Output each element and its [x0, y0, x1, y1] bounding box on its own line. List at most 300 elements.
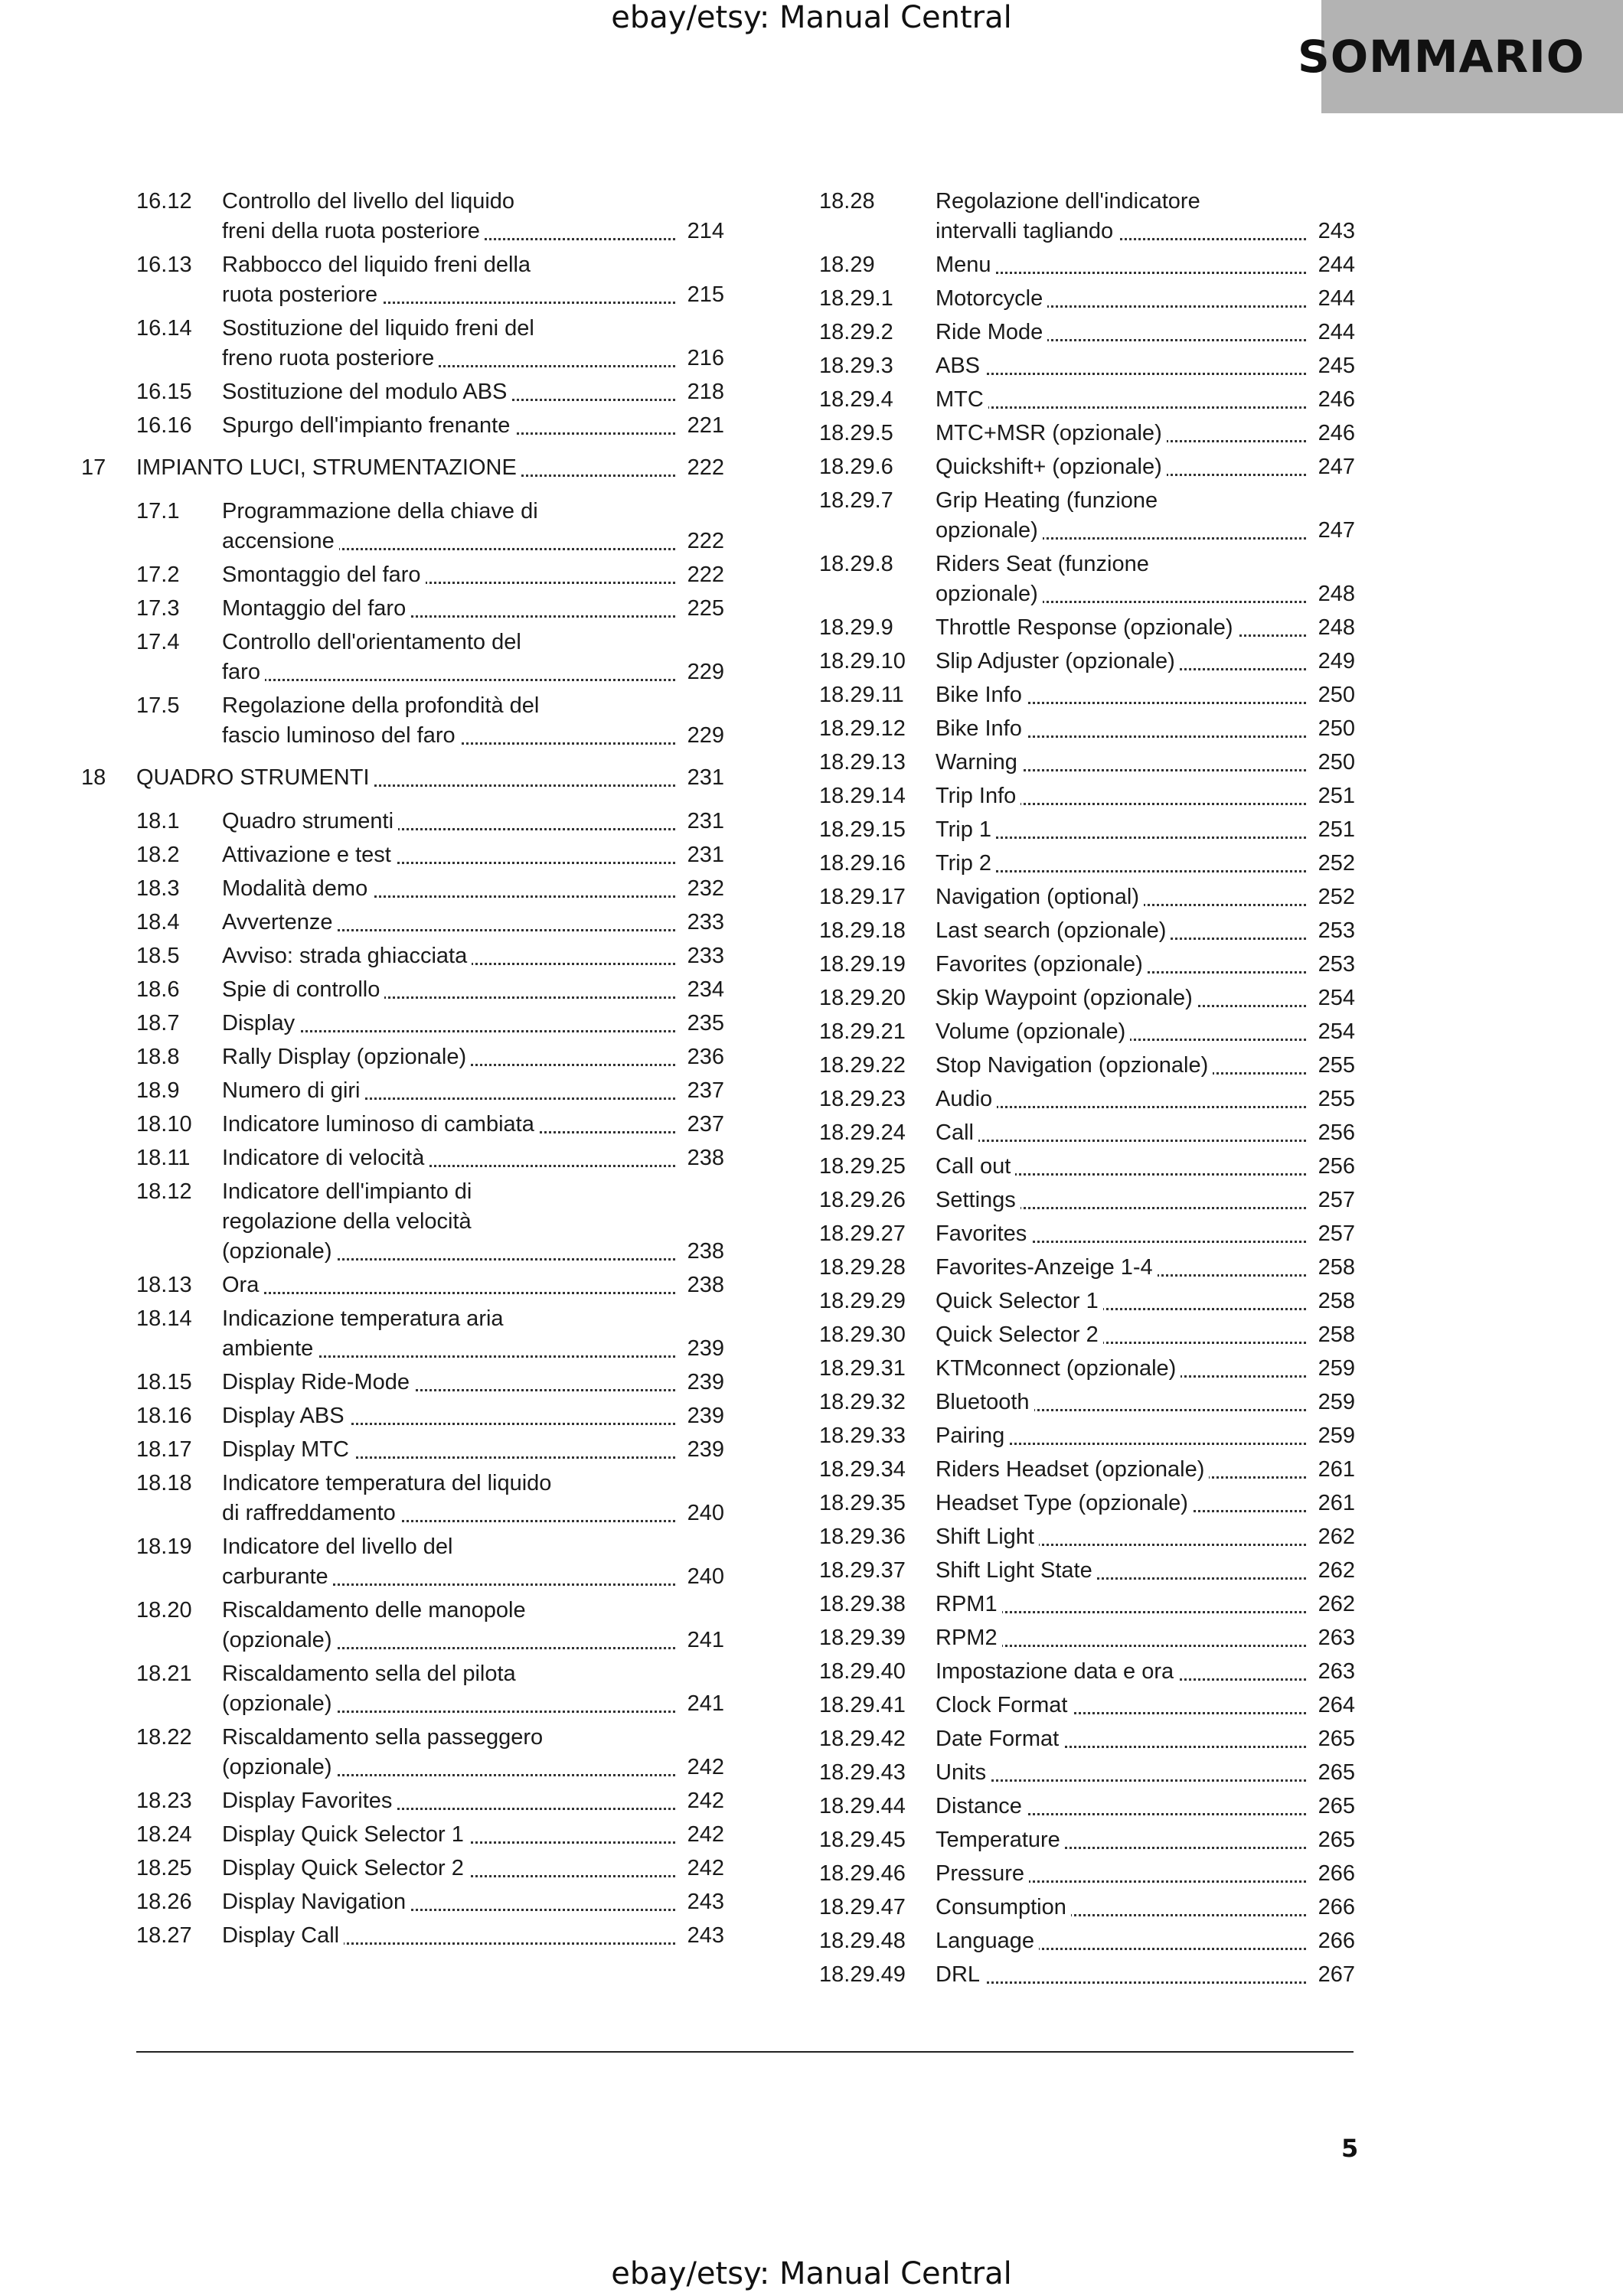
toc-entry[interactable]: [136, 1659, 724, 1719]
toc-entry[interactable]: [819, 1219, 1355, 1249]
toc-entry-title: Regolazione della profondità del: [222, 693, 544, 718]
toc-entry[interactable]: [819, 1825, 1355, 1855]
toc-entry-page: 216: [677, 344, 724, 373]
toc-leader-dots: [936, 1981, 1347, 1984]
toc-entry-page: 233: [677, 908, 724, 938]
toc-leader-dots: [936, 1106, 1347, 1108]
toc-entry-title: Units: [936, 1760, 991, 1785]
toc-entry-page: 243: [677, 1921, 724, 1951]
toc-entry-title: Riscaldamento sella passeggero: [222, 1725, 547, 1750]
toc-entry-number: 18.29.49: [819, 1962, 906, 1987]
toc-entry[interactable]: [819, 550, 1355, 609]
toc-entry-title: intervalli tagliando: [936, 219, 1118, 243]
toc-entry[interactable]: [819, 1320, 1355, 1350]
toc-entry-title: Date Format: [936, 1727, 1063, 1751]
toc-right-column: [819, 187, 1355, 1994]
toc-entry[interactable]: [136, 1921, 724, 1951]
toc-entry-title: Programmazione della chiave di: [222, 499, 543, 523]
toc-entry-page: 237: [677, 1076, 724, 1106]
toc-entry[interactable]: [819, 950, 1355, 980]
toc-entry-page: 231: [677, 840, 724, 870]
toc-entry[interactable]: [136, 1596, 724, 1655]
toc-entry[interactable]: [136, 840, 724, 870]
toc-entry[interactable]: [819, 1623, 1355, 1653]
toc-entry[interactable]: [819, 1051, 1355, 1081]
section-tab: [1298, 0, 1623, 113]
toc-entry-title: DRL: [936, 1962, 985, 1987]
watermark-top: ebay/etsy: Manual Central: [611, 0, 1012, 35]
toc-entry-page: 266: [1308, 1859, 1355, 1889]
toc-entry-title: Skip Waypoint (opzionale): [936, 986, 1197, 1010]
toc-entry-title: Menu: [936, 253, 996, 277]
toc-entry-page: 244: [1308, 318, 1355, 347]
toc-entry-title: Trip 2: [936, 851, 996, 876]
toc-entry[interactable]: [819, 385, 1355, 415]
toc-entry-page: 254: [1308, 1017, 1355, 1047]
toc-entry-title: Riscaldamento delle manopole: [222, 1598, 531, 1623]
toc-entry-page: 252: [1308, 882, 1355, 912]
toc-entry[interactable]: [136, 1469, 724, 1528]
toc-leader-dots: [936, 406, 1347, 409]
toc-entry-title: Riders Seat (funzione: [936, 552, 1154, 576]
toc-entry-page: 248: [1308, 579, 1355, 609]
toc-entry-page: 242: [677, 1820, 724, 1850]
toc-entry-title: Indicatore dell'impianto di: [222, 1179, 476, 1204]
toc-entry[interactable]: [136, 1143, 724, 1173]
toc-entry[interactable]: [136, 187, 724, 246]
toc-entry[interactable]: [819, 849, 1355, 879]
toc-entry-page: 267: [1308, 1960, 1355, 1990]
toc-entry-title: Indicatore temperatura del liquido: [222, 1471, 556, 1495]
toc-entry-number: 18.29.10: [819, 649, 906, 673]
toc-entry-number: 18.29.31: [819, 1356, 906, 1381]
toc-entry-title: Settings: [936, 1188, 1020, 1212]
toc-entry-page: 259: [1308, 1388, 1355, 1417]
toc-entry[interactable]: [819, 1792, 1355, 1821]
toc-entry[interactable]: [819, 1017, 1355, 1047]
toc-entry-page: 263: [1308, 1657, 1355, 1687]
toc-entry[interactable]: [819, 1691, 1355, 1720]
toc-entry-page: 242: [677, 1786, 724, 1816]
toc-entry-title: freni della ruota posteriore: [222, 219, 485, 243]
toc-entry-number: 18.29.4: [819, 387, 893, 412]
toc-entry-title: Sostituzione del modulo ABS: [222, 380, 511, 404]
toc-entry-number: 18.29.30: [819, 1322, 906, 1347]
toc-entry-page: 222: [677, 527, 724, 556]
toc-entry-title: Montaggio del faro: [222, 596, 410, 621]
toc-entry-title: RPM1: [936, 1592, 1002, 1616]
toc-entry-title: Trip Info: [936, 784, 1020, 808]
toc-entry[interactable]: [136, 1723, 724, 1782]
toc-entry-page: 258: [1308, 1320, 1355, 1350]
toc-entry-number: 18.22: [136, 1725, 192, 1750]
toc-entry-number: 18.12: [136, 1179, 192, 1204]
toc-entry-title: Grip Heating (funzione: [936, 488, 1162, 513]
toc-entry[interactable]: [819, 419, 1355, 448]
toc-entry-number: 18.29.41: [819, 1693, 906, 1717]
toc-entry-title: Bike Info: [936, 683, 1027, 707]
toc-entry[interactable]: [136, 1304, 724, 1364]
toc-entry[interactable]: [136, 908, 724, 938]
toc-entry[interactable]: [819, 187, 1355, 246]
toc-entry-title: Slip Adjuster (opzionale): [936, 649, 1180, 673]
toc-entry[interactable]: [136, 1532, 724, 1592]
toc-entry[interactable]: [136, 1401, 724, 1431]
toc-entry-number: 18.23: [136, 1789, 192, 1813]
toc-entry-page: 244: [1308, 250, 1355, 280]
toc-entry-number: 18.13: [136, 1273, 192, 1297]
toc-entry-page: 243: [677, 1887, 724, 1917]
toc-entry-page: 251: [1308, 781, 1355, 811]
toc-entry-title: Smontaggio del faro: [222, 563, 426, 587]
toc-entry-number: 18.29.9: [819, 615, 893, 640]
toc-leader-dots: [936, 1779, 1347, 1782]
toc-entry[interactable]: [136, 1177, 724, 1267]
toc-entry-title: Indicatore di velocità: [222, 1146, 429, 1170]
toc-entry[interactable]: [136, 628, 724, 687]
toc-entry-number: 18.29.35: [819, 1491, 906, 1515]
toc-entry-number: 18.9: [136, 1078, 180, 1103]
toc-entry[interactable]: [136, 941, 724, 971]
toc-entry-page: 241: [677, 1626, 724, 1655]
toc-entry-number: 18.29.34: [819, 1457, 906, 1482]
toc-left-column: [81, 187, 724, 1955]
toc-entry-page: 263: [1308, 1623, 1355, 1653]
toc-entry-title: Clock Format: [936, 1693, 1072, 1717]
toc-entry-page: 262: [1308, 1590, 1355, 1619]
toc-entry-number: 18.28: [819, 189, 875, 214]
toc-entry[interactable]: [819, 1489, 1355, 1518]
toc-entry[interactable]: [819, 1859, 1355, 1889]
toc-entry[interactable]: [819, 815, 1355, 845]
toc-entry[interactable]: [819, 1421, 1355, 1451]
toc-entry-title: Quick Selector 2: [936, 1322, 1103, 1347]
toc-entry-number: 18.11: [136, 1146, 191, 1170]
toc-entry-title: Display Ride-Mode: [222, 1370, 414, 1394]
toc-entry-title: Display: [222, 1011, 299, 1035]
toc-entry-title: Pairing: [936, 1424, 1009, 1448]
toc-entry-title: Pressure: [936, 1861, 1029, 1886]
toc-entry-number: 18: [81, 765, 106, 790]
toc-entry-title: ruota posteriore: [222, 282, 382, 307]
toc-entry[interactable]: [136, 377, 724, 407]
toc-entry-number: 18.15: [136, 1370, 192, 1394]
toc-entry-page: 237: [677, 1110, 724, 1140]
toc-leader-dots: [222, 679, 717, 681]
toc-entry-number: 18.29.32: [819, 1390, 906, 1414]
toc-entry-page: 258: [1308, 1287, 1355, 1316]
toc-entry-title: Ride Mode: [936, 320, 1047, 344]
toc-entry-title: Regolazione dell'indicatore: [936, 189, 1205, 214]
toc-entry-title: Display MTC: [222, 1437, 354, 1462]
toc-entry-number: 18.18: [136, 1471, 192, 1495]
toc-entry-page: 238: [677, 1143, 724, 1173]
toc-entry[interactable]: [136, 1042, 724, 1072]
toc-entry[interactable]: [819, 1893, 1355, 1923]
toc-entry-page: 259: [1308, 1421, 1355, 1451]
toc-entry-number: 18.6: [136, 977, 180, 1002]
toc-entry-title: Indicatore del livello del: [222, 1534, 457, 1559]
toc-entry[interactable]: [819, 1118, 1355, 1148]
toc-entry-number: 18.29.29: [819, 1289, 906, 1313]
toc-entry-title: carburante: [222, 1564, 333, 1589]
toc-entry-number: 18.29.26: [819, 1188, 906, 1212]
toc-entry[interactable]: [819, 748, 1355, 778]
toc-entry-page: 253: [1308, 916, 1355, 946]
toc-entry-title: opzionale): [936, 518, 1043, 543]
toc-entry-title: Quick Selector 1: [936, 1289, 1103, 1313]
toc-entry[interactable]: [136, 1887, 724, 1917]
toc-entry-title: Ora: [222, 1273, 263, 1297]
toc-entry[interactable]: [819, 1388, 1355, 1417]
toc-entry[interactable]: [136, 1786, 724, 1816]
toc-entry-title: Last search (opzionale): [936, 918, 1171, 943]
toc-entry[interactable]: [136, 1009, 724, 1039]
toc-entry-page: 239: [677, 1401, 724, 1431]
toc-entry[interactable]: [136, 1368, 724, 1397]
toc-entry[interactable]: [819, 351, 1355, 381]
toc-entry-title: RPM2: [936, 1626, 1002, 1650]
toc-entry-title: Temperature: [936, 1828, 1065, 1852]
toc-entry-page: 231: [677, 807, 724, 837]
toc-entry-page: 214: [677, 217, 724, 246]
toc-entry[interactable]: [136, 691, 724, 751]
toc-entry-title: KTMconnect (opzionale): [936, 1356, 1181, 1381]
toc-entry[interactable]: [819, 1758, 1355, 1788]
toc-entry-number: 18.29.5: [819, 421, 893, 445]
toc-entry-title: Shift Light: [936, 1525, 1039, 1549]
toc-entry[interactable]: [819, 1084, 1355, 1114]
toc-entry-page: 242: [677, 1854, 724, 1883]
toc-entry-number: 18.29.28: [819, 1255, 906, 1280]
toc-entry-number: 18.19: [136, 1534, 192, 1559]
toc-entry-page: 258: [1308, 1253, 1355, 1283]
toc-entry[interactable]: [819, 1152, 1355, 1182]
toc-entry[interactable]: [136, 250, 724, 310]
toc-entry-title: Display Favorites: [222, 1789, 397, 1813]
toc-entry[interactable]: [819, 680, 1355, 710]
toc-entry-page: 257: [1308, 1186, 1355, 1215]
toc-entry-number: 18.29.43: [819, 1760, 906, 1785]
toc-entry[interactable]: [819, 1354, 1355, 1384]
toc-entry-page: 264: [1308, 1691, 1355, 1720]
toc-entry[interactable]: [136, 411, 724, 441]
toc-entry-number: 18.29.17: [819, 885, 906, 909]
toc-entry[interactable]: [136, 594, 724, 624]
toc-entry-number: 18.21: [136, 1662, 192, 1686]
toc-entry-number: 18.29.39: [819, 1626, 906, 1650]
toc-entry-page: 244: [1308, 284, 1355, 314]
toc-entry-number: 18.24: [136, 1822, 192, 1847]
toc-entry[interactable]: [819, 1657, 1355, 1687]
toc-entry-number: 17.4: [136, 630, 180, 654]
section-tab-label: SOMMARIO: [1298, 31, 1585, 83]
toc-entry[interactable]: [136, 975, 724, 1005]
toc-entry-title: Avviso: strada ghiacciata: [222, 944, 472, 968]
toc-entry-page: 248: [1308, 613, 1355, 643]
toc-entry-number: 17.2: [136, 563, 180, 587]
toc-entry[interactable]: [819, 452, 1355, 482]
toc-entry-title: Volume (opzionale): [936, 1019, 1130, 1044]
toc-entry-number: 18.29.1: [819, 286, 893, 311]
toc-entry-title: Language: [936, 1929, 1039, 1953]
toc-entry-page: 266: [1308, 1926, 1355, 1956]
toc-entry[interactable]: [819, 983, 1355, 1013]
toc-entry[interactable]: [819, 318, 1355, 347]
toc-entry-title: (opzionale): [222, 1691, 336, 1716]
toc-entry[interactable]: [819, 1960, 1355, 1990]
toc-entry[interactable]: [819, 284, 1355, 314]
toc-entry-number: 18.2: [136, 843, 180, 867]
toc-entry[interactable]: [819, 714, 1355, 744]
toc-entry[interactable]: [819, 1253, 1355, 1283]
toc-entry-title: Display Call: [222, 1923, 344, 1948]
toc-chapter-entry[interactable]: [81, 453, 724, 483]
toc-entry-title: freno ruota posteriore: [222, 346, 439, 370]
toc-entry-number: 18.29.23: [819, 1087, 906, 1111]
toc-entry-number: 18.29.22: [819, 1053, 906, 1078]
toc-entry-title: Modalità demo: [222, 876, 372, 901]
toc-entry-number: 18.29.2: [819, 320, 893, 344]
toc-entry-number: 18.29.38: [819, 1592, 906, 1616]
toc-entry-page: 250: [1308, 714, 1355, 744]
toc-entry-title: ABS: [936, 354, 985, 378]
toc-entry[interactable]: [819, 882, 1355, 912]
toc-entry-number: 18.29.24: [819, 1120, 906, 1145]
toc-entry-title: Indicazione temperatura aria: [222, 1306, 508, 1331]
toc-entry-page: 247: [1308, 516, 1355, 546]
toc-entry-number: 18.29.44: [819, 1794, 906, 1818]
toc-chapter-entry[interactable]: [81, 763, 724, 793]
toc-entry-page: 238: [677, 1237, 724, 1267]
toc-entry-title: Trip 1: [936, 817, 996, 842]
toc-entry[interactable]: [136, 1854, 724, 1883]
toc-entry[interactable]: [136, 1076, 724, 1106]
toc-entry-page: 245: [1308, 351, 1355, 381]
toc-entry-title: Call: [936, 1120, 978, 1145]
toc-entry-title: QUADRO STRUMENTI: [136, 765, 374, 790]
toc-entry[interactable]: [819, 250, 1355, 280]
toc-entry-number: 18.29.13: [819, 750, 906, 775]
toc-entry-number: 18.8: [136, 1045, 180, 1069]
toc-entry-title: Spie di controllo: [222, 977, 384, 1002]
toc-entry-page: 250: [1308, 680, 1355, 710]
toc-entry[interactable]: [819, 647, 1355, 677]
toc-entry[interactable]: [819, 1186, 1355, 1215]
toc-entry-number: 18.5: [136, 944, 180, 968]
toc-entry[interactable]: [136, 314, 724, 373]
toc-entry-number: 16.13: [136, 253, 192, 277]
toc-entry-number: 18.29.25: [819, 1154, 906, 1179]
toc-entry-number: 18.27: [136, 1923, 192, 1948]
toc-entry-title: Favorites-Anzeige 1-4: [936, 1255, 1158, 1280]
toc-leader-dots: [222, 1292, 717, 1294]
toc-entry-number: 18.29.45: [819, 1828, 906, 1852]
toc-entry[interactable]: [136, 1820, 724, 1850]
toc-entry-number: 18.17: [136, 1437, 192, 1462]
toc-entry[interactable]: [136, 1435, 724, 1465]
toc-entry-page: 256: [1308, 1118, 1355, 1148]
toc-entry[interactable]: [136, 807, 724, 837]
toc-entry-number: 17.1: [136, 499, 180, 523]
toc-entry-number: 18.29.40: [819, 1659, 906, 1684]
toc-entry-number: 18.14: [136, 1306, 192, 1331]
toc-entry[interactable]: [136, 560, 724, 590]
toc-entry-number: 18.29.14: [819, 784, 906, 808]
toc-entry-title: Attivazione e test: [222, 843, 396, 867]
toc-entry-page: 254: [1308, 983, 1355, 1013]
toc-entry-number: 18.4: [136, 910, 180, 934]
toc-entry-number: 18.29.42: [819, 1727, 906, 1751]
toc-entry-title: Quadro strumenti: [222, 809, 398, 833]
toc-entry-page: 240: [677, 1562, 724, 1592]
toc-entry-number: 18.29.21: [819, 1019, 906, 1044]
toc-entry-number: 18.29.6: [819, 455, 893, 479]
toc-entry-title: Bluetooth: [936, 1390, 1034, 1414]
toc-entry-page: 222: [677, 453, 724, 483]
toc-entry-title: Bike Info: [936, 716, 1027, 741]
toc-entry[interactable]: [136, 1270, 724, 1300]
toc-entry[interactable]: [819, 1724, 1355, 1754]
toc-entry-page: 259: [1308, 1354, 1355, 1384]
toc-entry[interactable]: [819, 1287, 1355, 1316]
toc-entry-page: 257: [1308, 1219, 1355, 1249]
toc-entry[interactable]: [819, 781, 1355, 811]
toc-leader-dots: [936, 272, 1347, 274]
toc-entry-page: 240: [677, 1499, 724, 1528]
toc-entry-number: 18.20: [136, 1598, 192, 1623]
toc-entry-title: Riders Headset (opzionale): [936, 1457, 1209, 1482]
toc-entry[interactable]: [136, 874, 724, 904]
toc-entry-title: IMPIANTO LUCI, STRUMENTAZIONE: [136, 455, 521, 480]
toc-entry-title: Rabbocco del liquido freni della: [222, 253, 535, 277]
toc-entry-page: 225: [677, 594, 724, 624]
toc-entry[interactable]: [819, 1556, 1355, 1586]
toc-entry-page: 265: [1308, 1724, 1355, 1754]
toc-entry-title: Stop Navigation (opzionale): [936, 1053, 1213, 1078]
toc-entry-number: 18.7: [136, 1011, 180, 1035]
toc-entry[interactable]: [819, 1926, 1355, 1956]
toc-entry-title: Controllo del livello del liquido: [222, 189, 519, 214]
toc-entry[interactable]: [819, 916, 1355, 946]
toc-entry[interactable]: [136, 1110, 724, 1140]
toc-entry-number: 18.1: [136, 809, 180, 833]
toc-entry[interactable]: [819, 1590, 1355, 1619]
toc-entry-title: Headset Type (opzionale): [936, 1491, 1193, 1515]
toc-entry-number: 17.5: [136, 693, 180, 718]
toc-entry-number: 16.15: [136, 380, 192, 404]
toc-entry-title: Indicatore luminoso di cambiata: [222, 1112, 539, 1137]
toc-entry[interactable]: [819, 613, 1355, 643]
toc-entry[interactable]: [136, 497, 724, 556]
toc-entry-page: 231: [677, 763, 724, 793]
toc-entry-number: 18.29: [819, 253, 875, 277]
toc-entry[interactable]: [819, 1455, 1355, 1485]
toc-entry[interactable]: [819, 1522, 1355, 1552]
toc-leader-dots: [936, 373, 1347, 375]
toc-entry-title: (opzionale): [222, 1239, 336, 1264]
toc-entry-page: 261: [1308, 1489, 1355, 1518]
page-number: 5: [1341, 2134, 1359, 2163]
toc-entry-number: 18.29.11: [819, 683, 904, 707]
toc-entry-page: 246: [1308, 419, 1355, 448]
toc-entry-title: Navigation (optional): [936, 885, 1144, 909]
toc-entry-title: MTC+MSR (opzionale): [936, 421, 1167, 445]
toc-entry-page: 218: [677, 377, 724, 407]
toc-entry-title: Sostituzione del liquido freni del: [222, 316, 539, 341]
toc-entry-title: Favorites (opzionale): [936, 952, 1148, 977]
toc-entry[interactable]: [819, 486, 1355, 546]
